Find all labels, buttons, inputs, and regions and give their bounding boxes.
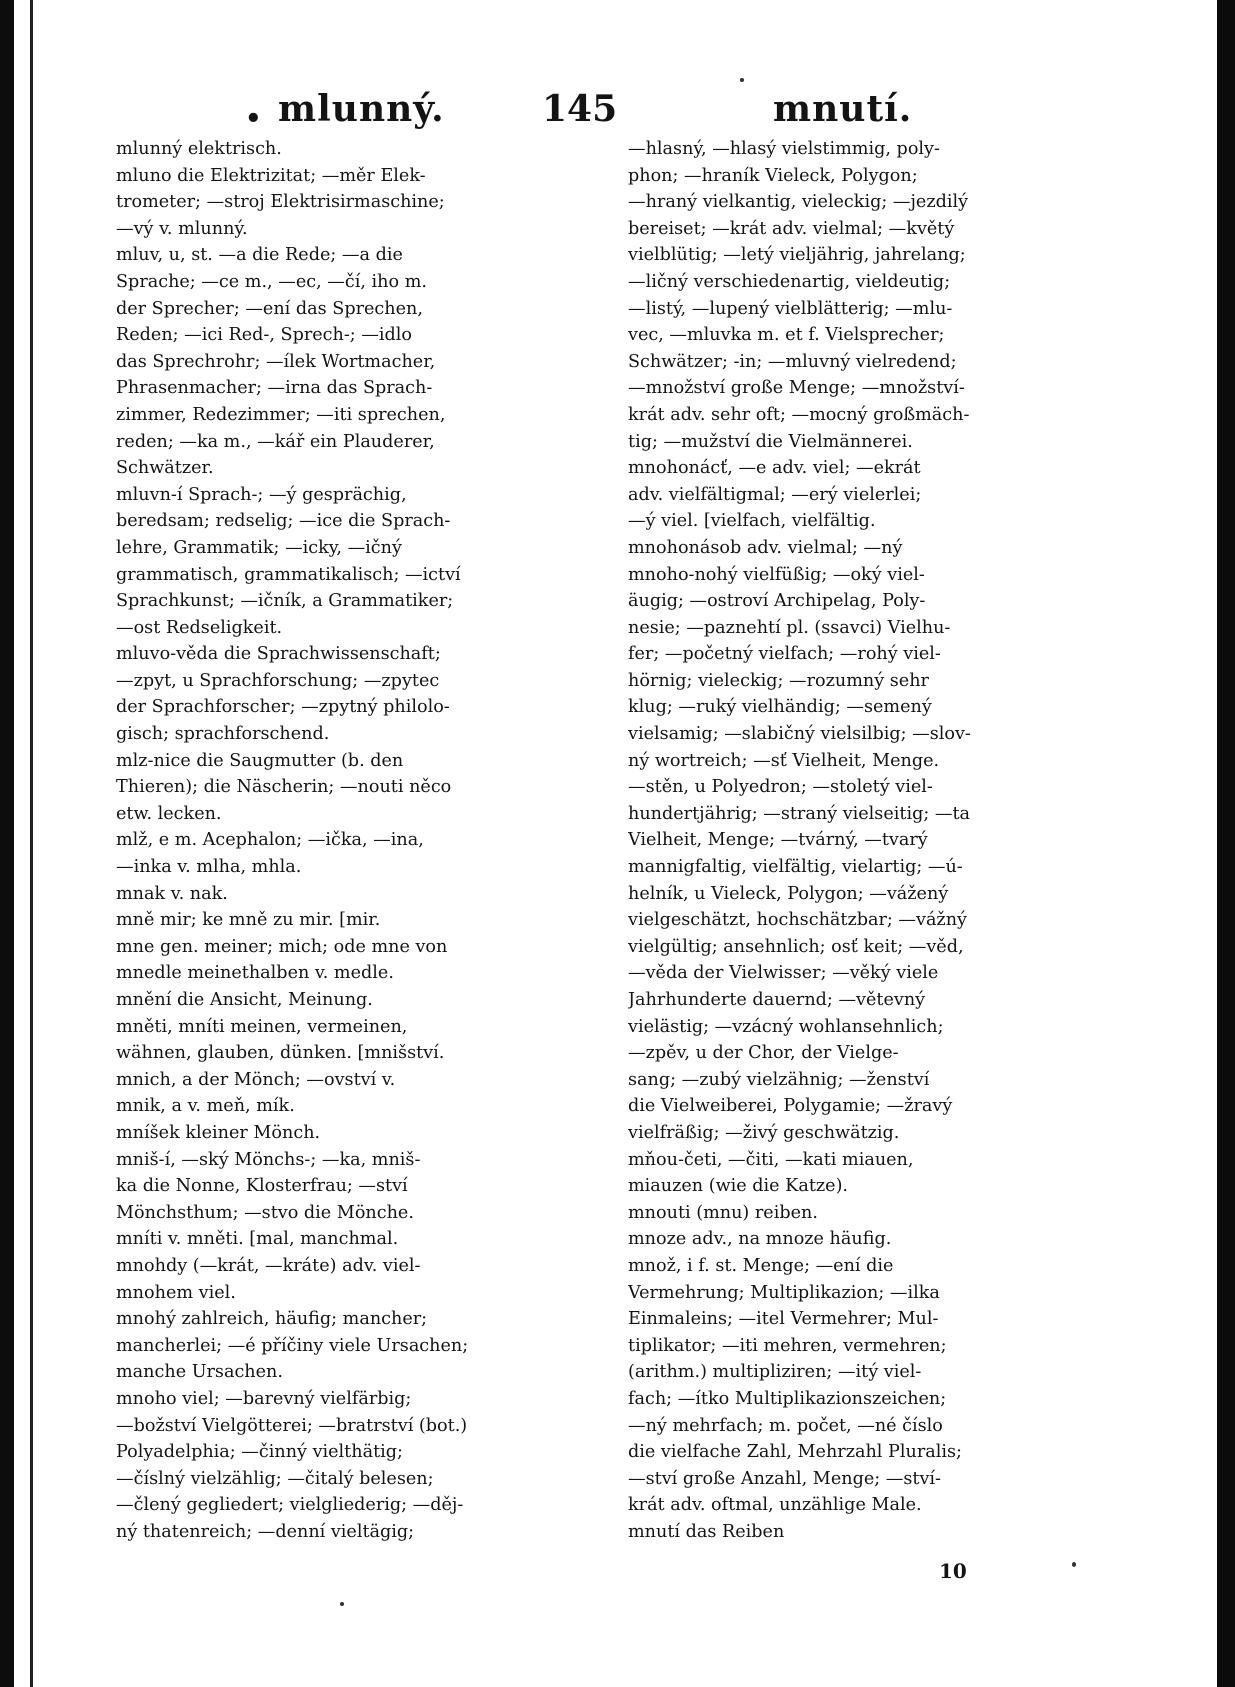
entry-line: reden; —ka m., —kář ein Plauderer, — [116, 431, 435, 452]
entry-line: nesie; —paznehtí pl. (ssavci) Vielhu- — [628, 617, 951, 638]
entry-line: bereiset; —krát adv. vielmal; —květý — [628, 218, 955, 239]
entry-line: mnohonácť, —e adv. viel; —ekrát — [628, 458, 921, 479]
entry-line: Phrasenmacher; —irna das Sprach- — [116, 378, 433, 399]
entry-line: mlunný elektrisch. — [116, 139, 282, 159]
right-column — [628, 136, 1113, 1545]
entry-line: mněti, mníti meinen, vermeinen, — [116, 1016, 408, 1037]
entry-line: mnohý zahlreich, häufig; mancher; — [116, 1309, 428, 1330]
gutter-line — [30, 0, 33, 1687]
entry-line: —zpyt, u Sprachforschung; —zpytec — [116, 670, 440, 691]
entry-line: fer; —početný vielfach; —rohý viel- — [628, 644, 941, 665]
entry-line: trometer; —stroj Elektrisirmaschine; — [116, 192, 445, 213]
entry-line: mnohdy (—krát, —kráte) adv. viel- — [116, 1255, 421, 1276]
entry-line: Einmaleins; —itel Vermehrer; Mul- — [628, 1309, 939, 1330]
entry-line: —číslný vielzählig; —čitalý belesen; — [116, 1468, 434, 1489]
entry-line: vielblütig; —letý vieljährig, jahrelang; — [628, 245, 966, 266]
page-number: 145 — [542, 88, 618, 130]
signature-mark: 10 — [939, 1559, 967, 1583]
entry-line: mluv, u, st. —a die Rede; —a die — [116, 245, 403, 266]
dictionary-page — [60, 88, 1170, 1648]
entry-line: der Sprachforscher; —zpytný philolo- — [116, 697, 450, 718]
header-right-word: mnutí. — [773, 88, 913, 130]
entry-line: manche Ursachen. — [116, 1362, 283, 1383]
entry-line: sang; —zubý vielzähnig; —ženství — [628, 1069, 930, 1090]
entry-line: wähnen, glauben, dünken. [mnišství. — [116, 1043, 445, 1064]
entry-line: mannigfaltig, vielfältig, vielartig; —ú- — [628, 857, 963, 878]
entry-line: tig; —mužství die Vielmännerei. — [628, 431, 913, 452]
entry-line: mnění die Ansicht, Meinung. — [116, 990, 373, 1010]
entry-line: Schwätzer. — [116, 458, 214, 479]
entry-line: Thieren); die Näscherin; —nouti něco — [116, 777, 452, 798]
entry-line: ný wortreich; —sť Vielheit, Menge. — [628, 750, 940, 771]
entry-line: mluno die Elektrizitat; —měr Elek- — [116, 165, 426, 186]
entry-line: beredsam; redselig; —ice die Sprach- — [116, 511, 451, 532]
entry-line: vielgeschätzt, hochschätzbar; —vážný — [628, 910, 967, 931]
entry-line: množ, i f. st. Menge; —ení die — [628, 1255, 894, 1276]
entry-line: Sprachkunst; —ičník, a Grammatiker; — [116, 591, 454, 612]
entry-line: mňou-četi, —čiti, —kati miauen, — [628, 1149, 914, 1170]
entry-line: fach; —ítko Multiplikazionszeichen; — [628, 1388, 947, 1409]
entry-line: mnoho viel; —barevný vielfärbig; — [116, 1388, 412, 1409]
entry-line: der Sprecher; —ení das Sprechen, — [116, 298, 423, 319]
entry-line: mnohonásob adv. vielmal; —ný — [628, 537, 903, 558]
entry-line: Schwätzer; -in; —mluvný vielredend; — [628, 351, 957, 372]
entry-line: hundertjährig; —straný vielseitig; —ta — [628, 803, 971, 824]
entry-line: —vý v. mlunný. — [116, 218, 248, 239]
header-left-word: mlunný. — [278, 88, 445, 130]
entry-line: Mönchsthum; —stvo die Mönche. — [116, 1202, 414, 1223]
page-edge-left — [0, 0, 14, 1687]
entry-line: ka die Nonne, Klosterfrau; —ství — [116, 1176, 408, 1197]
entry-line: —věda der Vielwisser; —věký viele — [628, 963, 939, 984]
entry-line: lehre, Grammatik; —icky, —ičný — [116, 537, 402, 558]
entry-line: klug; —ruký vielhändig; —semený — [628, 697, 932, 718]
entry-line: —ý viel. [vielfach, vielfältig. — [628, 511, 876, 532]
entry-line: mnich, a der Mönch; —ovství v. — [116, 1069, 396, 1090]
entry-line: Sprache; —ce m., —ec, —čí, iho m. — [116, 271, 427, 292]
entry-line: miauzen (wie die Katze). — [628, 1176, 849, 1197]
entry-line: gisch; sprachforschend. — [116, 724, 330, 745]
entry-line: mnutí das Reiben — [628, 1521, 785, 1542]
entry-line: —ličný verschiedenartig, vieldeutig; — [628, 271, 951, 292]
entry-line: mně mir; ke mně zu mir. [mir. — [116, 910, 381, 931]
entry-line: ný thatenreich; —denní vieltägig; — [116, 1521, 415, 1542]
entry-line: phon; —hraník Vieleck, Polygon; — [628, 165, 918, 186]
entry-line: —množství große Menge; —množství- — [628, 378, 965, 399]
entry-line: tiplikator; —iti mehren, vermehren; — [628, 1335, 947, 1356]
entry-line: adv. vielfältigmal; —erý vielerlei; — [628, 484, 922, 505]
entry-line: vec, —mluvka m. et f. Vielsprecher; — [628, 325, 945, 346]
entry-line: mníti v. mněti. [mal, manchmal. — [116, 1229, 399, 1250]
print-speck — [1072, 1562, 1076, 1567]
entry-line: etw. lecken. — [116, 803, 222, 824]
entry-line: die Vielweiberei, Polygamie; —žravý — [628, 1096, 953, 1117]
entry-line: mnohem viel. — [116, 1282, 236, 1303]
entry-line: mnik, a v. meň, mík. — [116, 1096, 295, 1117]
page-edge-right — [1217, 0, 1235, 1687]
entry-line: mnoze adv., na mnoze häufig. — [628, 1229, 892, 1250]
entry-line: mnouti (mnu) reiben. — [628, 1202, 818, 1223]
entry-line: mlž, e m. Acephalon; —ička, —ina, — [116, 830, 424, 851]
entry-line: mluvo-věda die Sprachwissenschaft; — [116, 644, 441, 665]
entry-line: mne gen. meiner; mich; ode mne von — [116, 936, 448, 957]
entry-line: die vielfache Zahl, Mehrzahl Pluralis; — [628, 1442, 962, 1463]
entry-line: zimmer, Redezimmer; —iti sprechen, — [116, 404, 446, 425]
entry-line: das Sprechrohr; —ílek Wortmacher, — [116, 351, 436, 372]
entry-line: vielsamig; —slabičný vielsilbig; —slov- — [628, 724, 971, 745]
entry-line: —zpěv, u der Chor, der Vielge- — [628, 1043, 899, 1064]
entry-line: —božství Vielgötterei; —bratrství (bot.) — [116, 1415, 468, 1436]
entry-line: mnoho-nohý vielfüßig; —oký viel- — [628, 564, 925, 585]
entry-line: hörnig; vieleckig; —rozumný sehr — [628, 670, 929, 691]
entry-line: Jahrhunderte dauernd; —větevný — [628, 990, 926, 1010]
entry-line: —ství große Anzahl, Menge; —ství- — [628, 1468, 941, 1489]
entry-line: helník, u Vieleck, Polygon; —vážený — [628, 883, 949, 904]
entry-line: —hraný vielkantig, vieleckig; —jezdilý — [628, 192, 969, 213]
entry-line: grammatisch, grammatikalisch; —ictví — [116, 564, 461, 585]
entry-line: mníšek kleiner Mönch. — [116, 1122, 321, 1143]
entry-line: Vielheit, Menge; —tvárný, —tvarý — [628, 830, 928, 851]
entry-line: mnedle meinethalben v. medle. — [116, 963, 394, 984]
entry-line: mlz-nice die Saugmutter (b. den — [116, 750, 404, 771]
print-speck — [740, 78, 744, 82]
entry-line: (arithm.) multipliziren; —itý viel- — [628, 1362, 922, 1383]
entry-line: —člený gegliedert; vielgliederig; —děj- — [116, 1495, 464, 1516]
left-column — [116, 136, 601, 1545]
entry-line: —ost Redseligkeit. — [116, 617, 283, 638]
entry-line: vielgültig; ansehnlich; osť keit; —věd, — [628, 936, 964, 957]
entry-line: vielfräßig; —živý geschwätzig. — [628, 1122, 900, 1143]
entry-line: krát adv. oftmal, unzählige Male. — [628, 1495, 922, 1516]
entry-line: äugig; —ostroví Archipelag, Poly- — [628, 591, 926, 612]
entry-line: Reden; —ici Red-, Sprech-; —idlo — [116, 325, 413, 346]
entry-line: mniš-í, —ský Mönchs-; —ka, mniš- — [116, 1149, 421, 1170]
entry-line: —inka v. mlha, mhla. — [116, 857, 302, 878]
entry-line: Vermehrung; Multiplikazion; —ilka — [628, 1282, 940, 1303]
entry-line: mnak v. nak. — [116, 883, 228, 904]
print-speck — [340, 1602, 344, 1606]
entry-line: krát adv. sehr oft; —mocný großmäch- — [628, 404, 970, 425]
entry-line: —hlasný, —hlasý vielstimmig, poly- — [628, 139, 940, 159]
entry-line: Polyadelphia; —činný vielthätig; — [116, 1442, 403, 1463]
entry-line: vielästig; —vzácný wohlansehnlich; — [628, 1016, 944, 1037]
entry-line: —ný mehrfach; m. počet, —né číslo — [628, 1415, 943, 1436]
entry-line: mancherlei; —é příčiny viele Ursachen; — [116, 1335, 469, 1356]
header-bullet: • — [245, 104, 262, 134]
entry-line: mluvn-í Sprach-; —ý gesprächig, — [116, 484, 407, 505]
entry-line: —listý, —lupený vielblätterig; —mlu- — [628, 298, 953, 319]
entry-line: —stěn, u Polyedron; —stoletý viel- — [628, 777, 933, 798]
